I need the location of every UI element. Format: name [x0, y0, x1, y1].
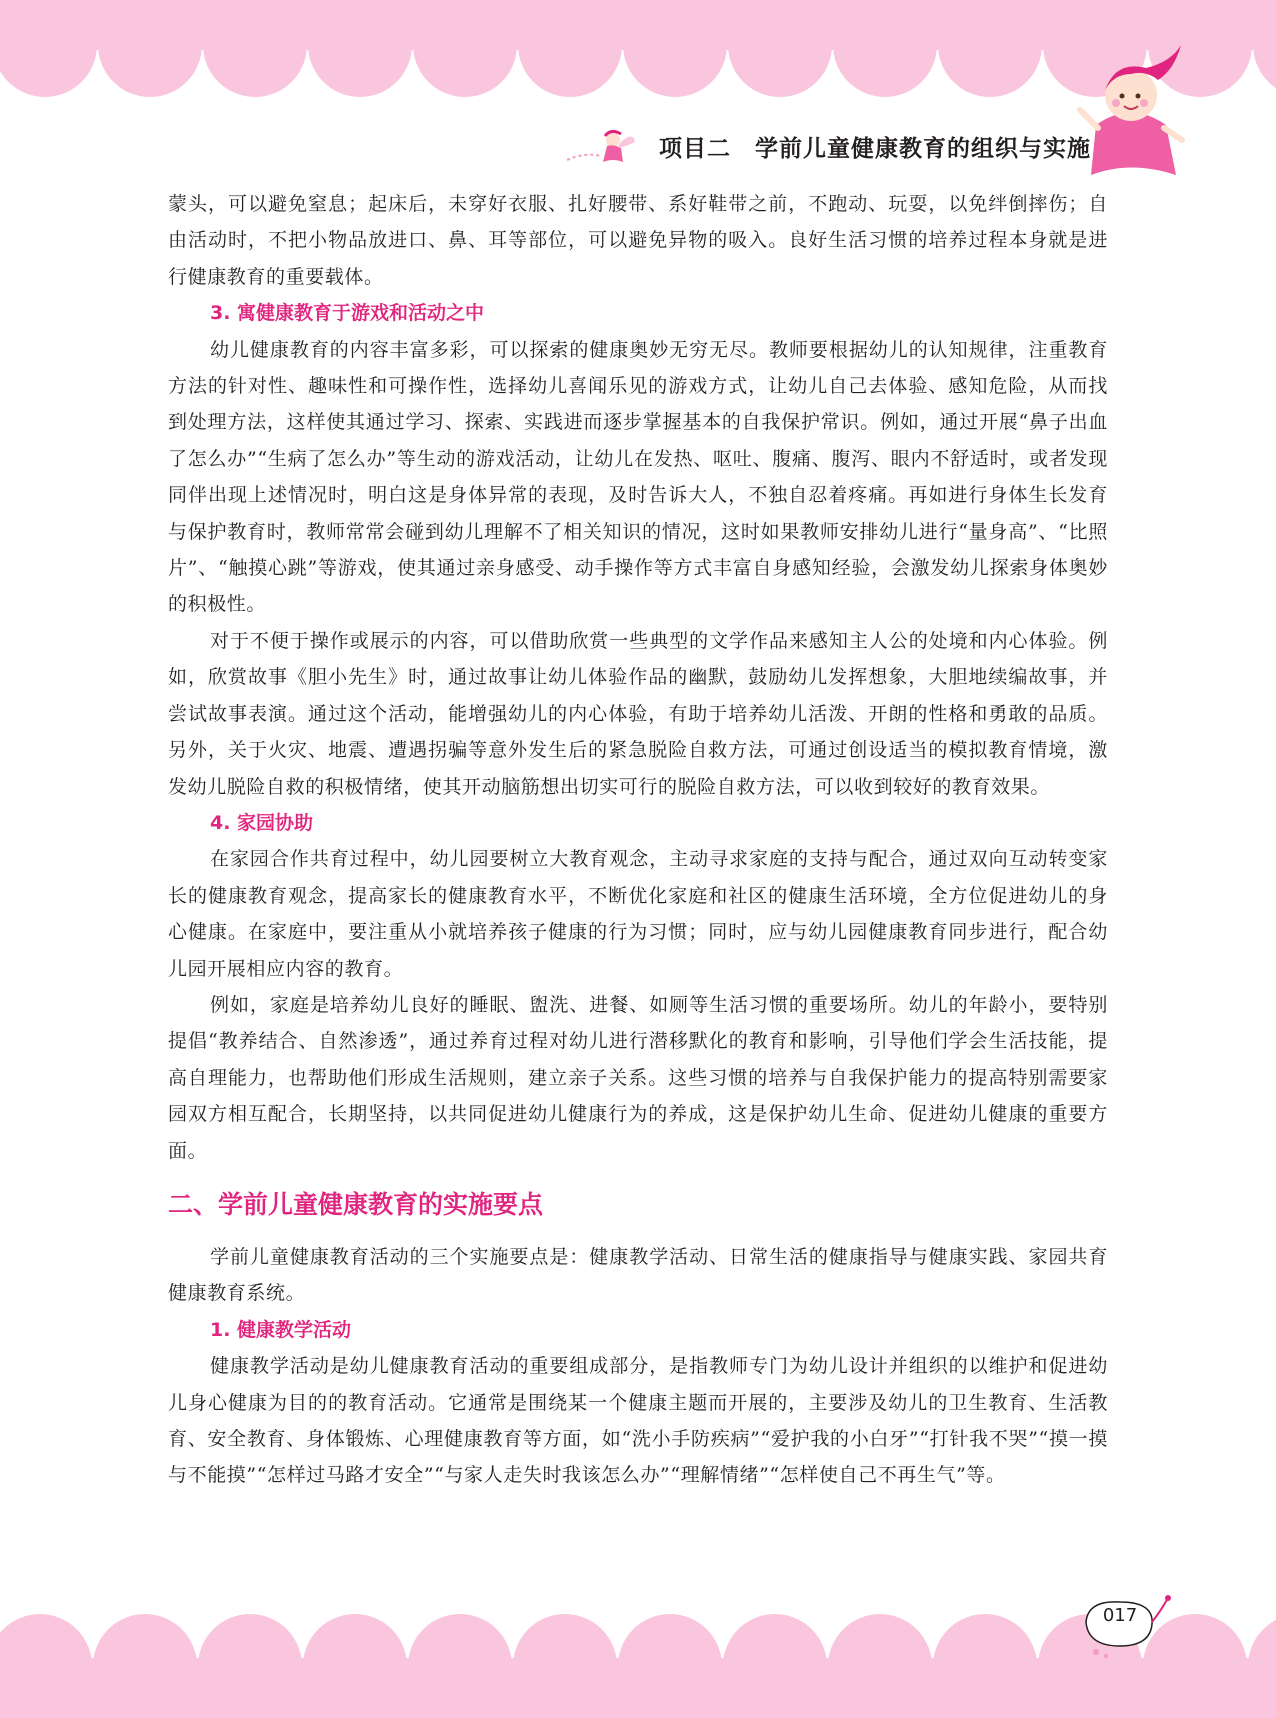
main-content	[168, 186, 1108, 1494]
subsection-heading: 3. 寓健康教育于游戏和活动之中	[210, 302, 485, 325]
paragraph: 幼儿健康教育的内容丰富多彩，可以探索的健康奥妙无穷无尽。教师要根据幼儿的认知规律，注重教育方法的针对性、趣味性和可操作性，选择幼儿喜闻乐见的游戏方式，让幼儿自己去体验、感知危险，从而找到处理方法，这样使其通过学习、探索、实践进而逐步掌握基本的自我保护常识。例如，通过开展“鼻子出血了怎么办”“生病了怎么办”等生动的游戏活动，让幼儿在发热、呕吐、腹痛、腹泻、眼内不舒适时，或者发现同伴出现上述情况时，明白这是身体异常的表现，及时告诉大人，不独自忍着疼痛。再如进行身体生长发育与保护教育时，教师常常会碰到幼儿理解不了相关知识的情况，这时如果教师安排幼儿进行“量身高”、“比照片”、“触摸心跳”等游戏，使其通过亲身感受、动手操作等方式丰富自身感知经验，会激发幼儿探索身体奥妙的积极性。	[168, 338, 1108, 616]
subsection-heading: 4. 家园协助	[210, 811, 314, 834]
subsection-heading: 1. 健康教学活动	[210, 1318, 352, 1341]
page-number: 017	[1102, 1605, 1138, 1626]
girl-illustration-icon	[1076, 40, 1186, 180]
paragraph: 蒙头，可以避免窒息；起床后，未穿好衣服、扎好腰带、系好鞋带之前，不跑动、玩耍，以免绊倒摔伤；自由活动时，不把小物品放进口、鼻、耳等部位，可以避免异物的吸入。良好生活习惯的培养过程本身就是进行健康教育的重要载体。	[168, 193, 1108, 288]
paragraph: 例如，家庭是培养幼儿良好的睡眠、盥洗、进餐、如厕等生活习惯的重要场所。幼儿的年龄小，要特别提倡“教养结合、自然渗透”，通过养育过程对幼儿进行潜移默化的教育和影响，引导他们学会生活技能，提高自理能力，也帮助他们形成生活规则，建立亲子关系。这些习惯的培养与自我保护能力的提高特别需要家园双方相互配合，长期坚持，以共同促进幼儿健康行为的养成，这是保护幼儿生命、促进幼儿健康的重要方面。	[168, 993, 1108, 1162]
page-number-frame-icon	[1076, 1592, 1176, 1662]
header-title: 项目二 学前儿童健康教育的组织与实施	[659, 135, 1091, 162]
paragraph: 学前儿童健康教育活动的三个实施要点是：健康教学活动、日常生活的健康指导与健康实践、家园共育健康教育系统。	[168, 1245, 1108, 1305]
page-number-badge	[1076, 1592, 1176, 1662]
section-heading: 二、学前儿童健康教育的实施要点	[168, 1189, 544, 1219]
paragraph: 对于不便于操作或展示的内容，可以借助欣赏一些典型的文学作品来感知主人公的处境和内心体验。例如，欣赏故事《胆小先生》时，通过故事让幼儿体验作品的幽默，鼓励幼儿发挥想象，大胆地续编故事，并尝试故事表演。通过这个活动，能增强幼儿的内心体验，有助于培养幼儿活泼、开朗的性格和勇敢的品质。另外，关于火灾、地震、遭遇拐骗等意外发生后的紧急脱险自救方法，可通过创设适当的模拟教育情境，激发幼儿脱险自救的积极情绪，使其开动脑筋想出切实可行的脱险自救方法，可以收到较好的教育效果。	[168, 629, 1108, 798]
paragraph: 在家园合作共育过程中，幼儿园要树立大教育观念，主动寻求家庭的支持与配合，通过双向互动转变家长的健康教育观念，提高家长的健康教育水平，不断优化家庭和社区的健康生活环境，全方位促进幼儿的身心健康。在家庭中，要注重从小就培养孩子健康的行为习惯；同时，应与幼儿园健康教育同步进行，配合幼儿园开展相应内容的教育。	[168, 848, 1108, 980]
page-header	[567, 126, 1091, 166]
paragraph: 健康教学活动是幼儿健康教育活动的重要组成部分，是指教师专门为幼儿设计并组织的以维护和促进幼儿身心健康为目的的教育活动。它通常是围绕某一个健康主题而开展的，主要涉及幼儿的卫生教育、生活教育、安全教育、身体锻炼、心理健康教育等方面，如“洗小手防疾病”“爱护我的小白牙”“打针我不哭”“摸一摸与不能摸”“怎样过马路才安全”“与家人走失时我该怎么办”“理解情绪”“怎样使自己不再生气”等。	[168, 1355, 1108, 1487]
fairy-icon	[567, 126, 637, 166]
